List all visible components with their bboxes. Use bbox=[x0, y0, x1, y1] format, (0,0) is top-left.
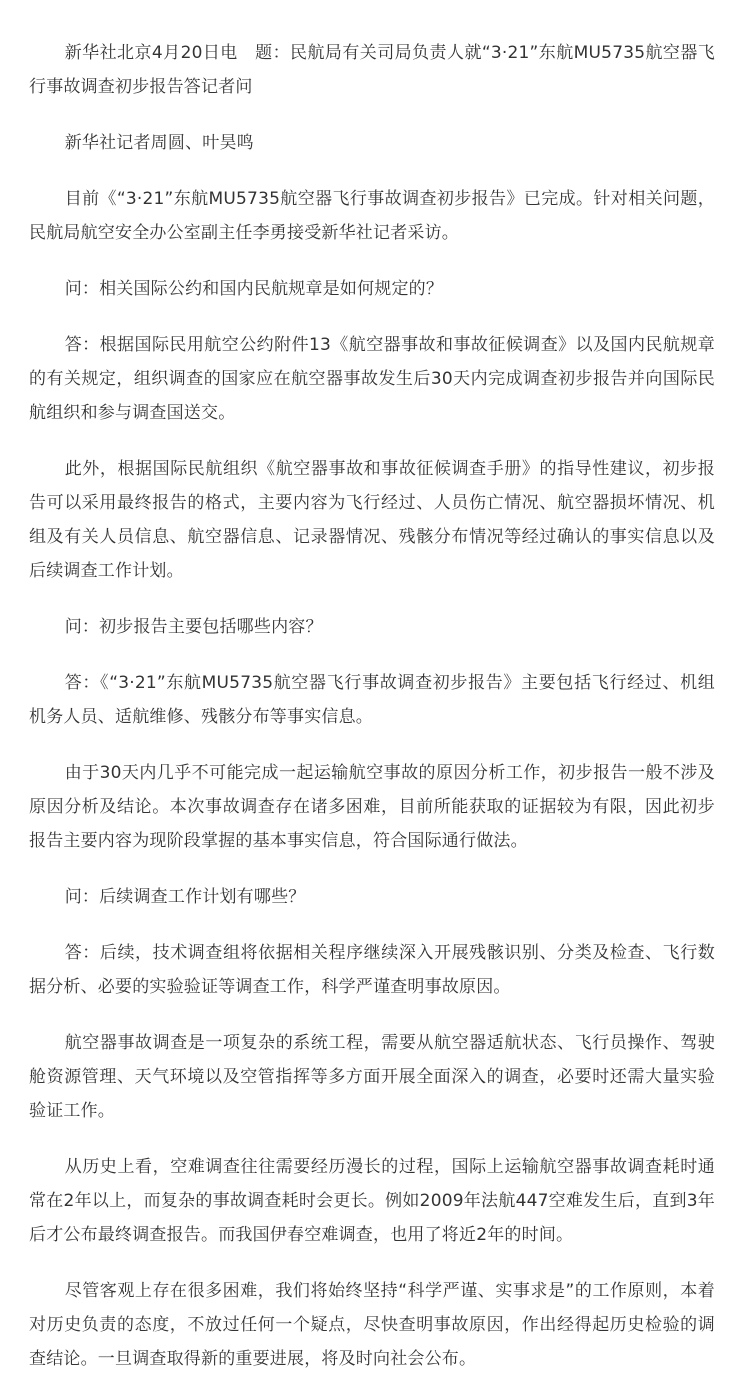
article-answer: 答：《“3·21”东航MU5735航空器飞行事故调查初步报告》主要包括飞行经过、机组机务人员、适航维修、残骸分布等事实信息。 bbox=[29, 673, 715, 727]
article-answer: 答：根据国际民用航空公约附件13《航空器事故和事故征候调查》以及国内民航规章的有关规定，组织调查的国家应在航空器事故发生后30天内完成调查初步报告并向国际民航组织和参与调查国送交。 bbox=[29, 335, 715, 423]
article-question: 问：相关国际公约和国内民航规章是如何规定的？ bbox=[64, 279, 444, 299]
article-question: 问：初步报告主要包括哪些内容？ bbox=[64, 617, 323, 637]
article-paragraph: 从历史上看，空难调查往往需要经历漫长的过程，国际上运输航空器事故调查耗时通常在2年以上，而复杂的事故调查耗时会更长。例如2009年法航447空难发生后，直到3年后才公布最终调查报告。而我国伊春空难调查，也用了将近2年的时间。 bbox=[29, 1157, 715, 1245]
article-paragraph: 目前《“3·21”东航MU5735航空器飞行事故调查初步报告》已完成。针对相关问题，民航局航空安全办公室副主任李勇接受新华社记者采访。 bbox=[29, 189, 715, 243]
article-paragraph: 由于30天内几乎不可能完成一起运输航空事故的原因分析工作，初步报告一般不涉及原因分析及结论。本次事故调查存在诸多困难，目前所能获取的证据较为有限，因此初步报告主要内容为现阶段掌握的基本事实信息，符合国际通行做法。 bbox=[29, 763, 715, 851]
article-paragraph: 此外，根据国际民航组织《航空器事故和事故征候调查手册》的指导性建议，初步报告可以采用最终报告的格式，主要内容为飞行经过、人员伤亡情况、航空器损坏情况、机组及有关人员信息、航空器信息、记录器情况、残骸分布情况等经过确认的事实信息以及后续调查工作计划。 bbox=[29, 459, 715, 581]
article-paragraph: 航空器事故调查是一项复杂的系统工程，需要从航空器适航状态、飞行员操作、驾驶舱资源管理、天气环境以及空管指挥等多方面开展全面深入的调查，必要时还需大量实验验证工作。 bbox=[29, 1033, 715, 1121]
article-dateline-title: 新华社北京4月20日电 题：民航局有关司局负责人就“3·21”东航MU5735航空器飞行事故调查初步报告答记者问 bbox=[29, 43, 715, 97]
article-byline: 新华社记者周圆、叶昊鸣 bbox=[64, 133, 254, 153]
article-answer: 答：后续，技术调查组将依据相关程序继续深入开展残骸识别、分类及检查、飞行数据分析、必要的实验验证等调查工作，科学严谨查明事故原因。 bbox=[29, 943, 715, 997]
article-question: 问：后续调查工作计划有哪些？ bbox=[64, 887, 306, 907]
article-paragraph: 尽管客观上存在很多困难，我们将始终坚持“科学严谨、实事求是”的工作原则，本着对历史负责的态度，不放过任何一个疑点，尽快查明事故原因，作出经得起历史检验的调查结论。一旦调查取得新的重要进展，将及时向社会公布。 bbox=[29, 1281, 715, 1369]
